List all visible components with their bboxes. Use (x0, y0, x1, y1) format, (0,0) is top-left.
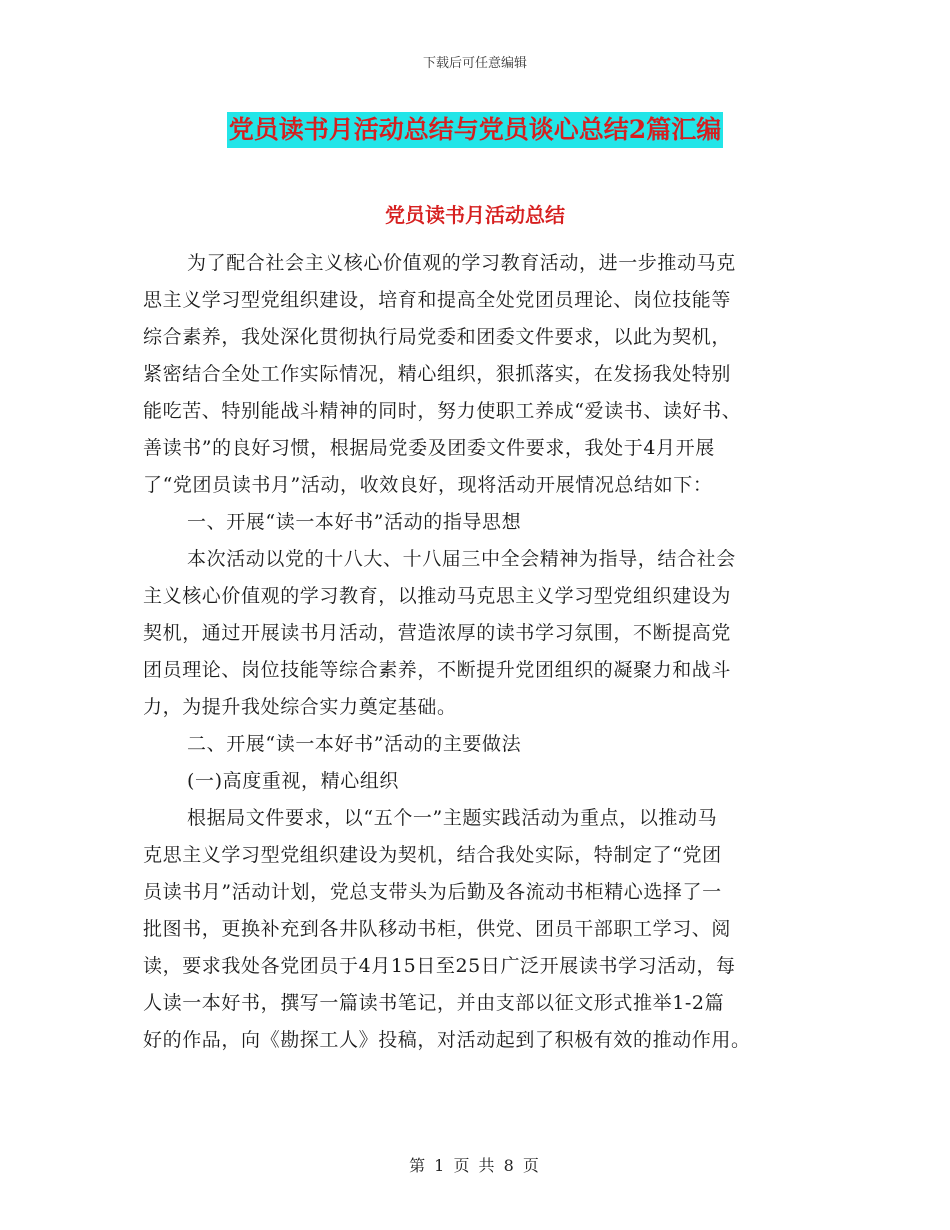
body-line: 能吃苦、特别能战斗精神的同时，努力使职工养成“爱读书、读好书、 (143, 400, 742, 422)
body-line: 二、开展“读一本好书”活动的主要做法 (187, 733, 522, 755)
body-line: 本次活动以党的十八大、十八届三中全会精神为指导，结合社会 (187, 548, 736, 570)
body-line: 团员理论、岗位技能等综合素养，不断提升党团组织的凝聚力和战斗 (143, 659, 732, 681)
document-title-wrap (0, 112, 950, 148)
body-line: 批图书，更换补充到各井队移动书柜，供党、团员干部职工学习、阅 (143, 918, 732, 940)
body-line: 读，要求我处各党团员于4月15日至25日广泛开展读书学习活动，每 (143, 955, 736, 977)
document-title: 党员读书月活动总结与党员谈心总结2篇汇编 (227, 112, 723, 148)
body-line: 力，为提升我处综合实力奠定基础。 (143, 696, 457, 718)
body-line: 了“党团员读书月”活动，收效良好，现将活动开展情况总结如下： (143, 474, 713, 496)
body-line: 根据局文件要求，以“五个一”主题实践活动为重点，以推动马 (187, 807, 718, 829)
body-line: 一、开展“读一本好书”活动的指导思想 (187, 511, 522, 533)
body-line: 契机，通过开展读书月活动，营造浓厚的读书学习氛围，不断提高党 (143, 622, 732, 644)
body-line: 好的作品，向《勘探工人》投稿，对活动起到了积极有效的推动作用。 (143, 1029, 751, 1051)
body-line: 善读书”的良好习惯，根据局党委及团委文件要求，我处于4月开展 (143, 437, 715, 459)
section-title: 党员读书月活动总结 (385, 203, 565, 227)
body-line: (一)高度重视，精心组织 (187, 770, 400, 792)
page-footer: 第 1 页 共 8 页 (409, 1156, 541, 1175)
body-line: 人读一本好书，撰写一篇读书笔记，并由支部以征文形式推举1-2篇 (143, 992, 725, 1014)
body-line: 主义核心价值观的学习教育，以推动马克思主义学习型党组织建设为 (143, 585, 732, 607)
body-line: 员读书月”活动计划，党总支带头为后勤及各流动书柜精心选择了一 (143, 881, 722, 903)
body-text (143, 245, 807, 1059)
body-line: 为了配合社会主义核心价值观的学习教育活动，进一步推动马克 (187, 252, 736, 274)
body-line: 克思主义学习型党组织建设为契机，结合我处实际，特制定了“党团 (143, 844, 722, 866)
body-line: 综合素养，我处深化贯彻执行局党委和团委文件要求，以此为契机， (143, 326, 732, 348)
header-note: 下载后可任意编辑 (422, 56, 527, 71)
body-line: 思主义学习型党组织建设，培育和提高全处党团员理论、岗位技能等 (143, 289, 732, 311)
body-line: 紧密结合全处工作实际情况，精心组织，狠抓落实，在发扬我处特别 (143, 363, 732, 385)
